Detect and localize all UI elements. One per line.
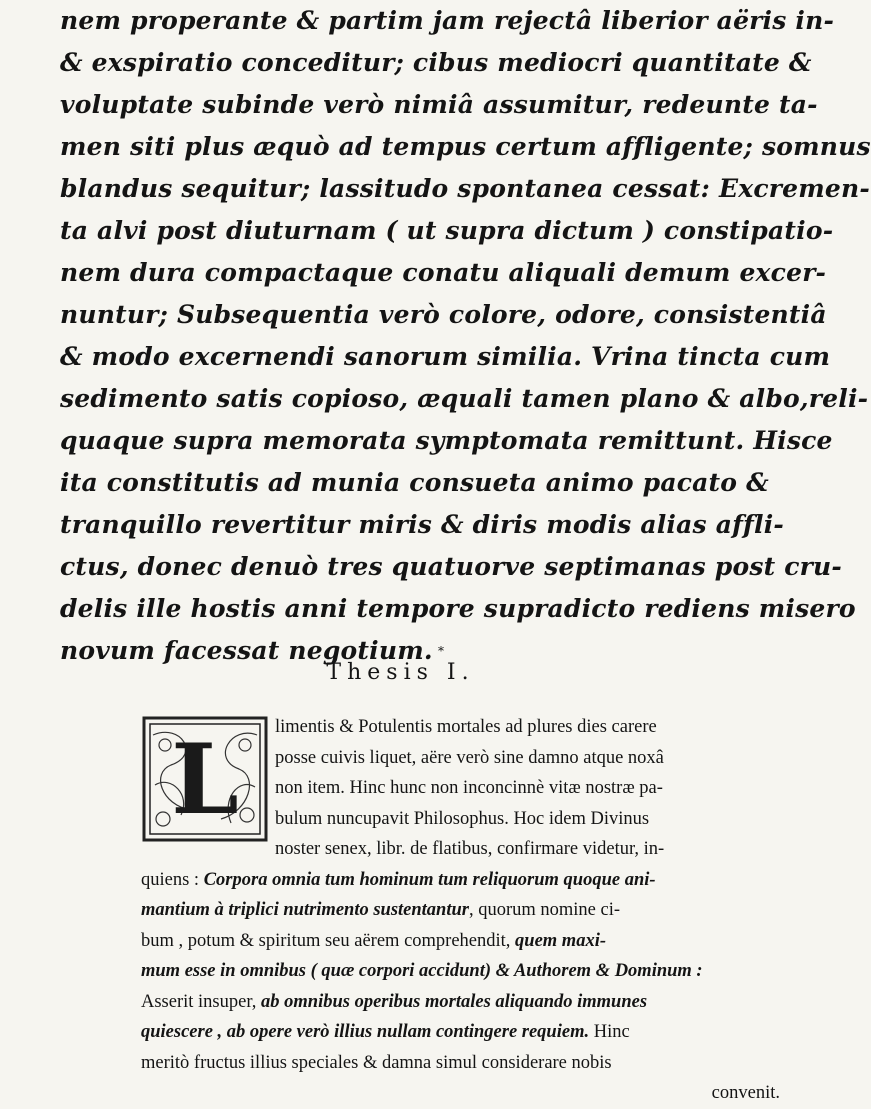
text-line: [141, 895, 786, 926]
text-line: ita constitutis ad munia consueta animo pacato &: [60, 468, 769, 497]
quotation: Corpora omnia tum hominum tum reliquorum quoque ani-: [203, 869, 656, 890]
text-run: Asserit insuper,: [141, 991, 262, 1012]
text-line: [141, 956, 786, 987]
text-line: quaque supra memorata symptomata remittunt. Hisce: [60, 426, 833, 455]
text-line: ctus, donec denuò tres quatuorve septimanas post cru-: [60, 552, 843, 581]
text-line: nuntur; Subsequentia verò colore, odore, consistentiâ: [60, 300, 827, 329]
initial-glyph: L: [171, 723, 239, 836]
text-line: [141, 865, 786, 896]
text-line: [141, 1017, 786, 1048]
text-run: Hinc: [589, 1022, 630, 1042]
section-mark: *: [438, 644, 450, 658]
quotation: mantium à triplici nutrimento sustentantur: [141, 900, 469, 920]
text-line: non item. Hinc hunc non inconcinnè vitæ nostræ pa-: [275, 778, 663, 798]
quotation: ab omnibus operibus mortales aliquando immunes: [261, 991, 648, 1012]
text-line: voluptate subinde verò nimiâ assumitur, redeunte ta-: [60, 90, 818, 119]
text-line: posse cuivis liquet, aëre verò sine damno atque noxâ: [275, 747, 664, 768]
thesis-heading: Thesis I.: [326, 660, 475, 685]
text-line: convenit.: [711, 1083, 780, 1103]
text-line: [141, 987, 786, 1018]
text-line: nem dura compactaque conatu aliquali demum excer-: [60, 258, 827, 287]
text-line: tranquillo revertitur miris & diris modis alias affli-: [60, 510, 784, 539]
text-run: bum , potum & spiritum seu aërem comprehendit,: [141, 930, 516, 951]
text-line: & exspiratio conceditur; cibus mediocri quantitate &: [60, 48, 812, 77]
quotation: quiescere , ab opere verò illius nullam contingere requiem.: [141, 1022, 590, 1042]
text-line: meritò fructus illius speciales & damna simul considerare nobis: [141, 1052, 612, 1073]
text-line: limentis & Potulentis mortales ad plures dies carere: [275, 717, 657, 737]
thesis-body: [141, 712, 786, 1109]
text-line: novum facessat negotium.: [60, 636, 433, 665]
text-line: bulum nuncupavit Philosophus. Hoc idem Divinus: [275, 808, 650, 829]
text-run: , quorum nomine ci-: [468, 900, 621, 920]
quotation: mum esse in omnibus ( quæ corpori accidunt) & Authorem & Dominum :: [141, 961, 703, 981]
text-line: [141, 926, 786, 957]
text-line: blandus sequitur; lassitudo spontanea cessat: Excremen-: [60, 174, 870, 203]
italic-paragraph: [60, 0, 871, 672]
text-line: ta alvi post diuturnam ( ut supra dictum ) constipatio-: [60, 216, 834, 245]
text-line: & modo excernendi sanorum similia. Vrina tincta cum: [60, 342, 831, 371]
text-line: men siti plus æquò ad tempus certum affligente; somnus: [60, 132, 871, 161]
text-line: noster senex, libr. de flatibus, confirmare videtur, in-: [275, 839, 665, 859]
quotation: quem maxi-: [515, 930, 607, 951]
text-line: delis ille hostis anni tempore supradicto rediens misero: [60, 594, 856, 623]
text-line: sedimento satis copioso, æquali tamen plano & albo,reli-: [60, 384, 869, 413]
text-line: nem properante & partim jam rejectâ liberior aëris in-: [60, 6, 835, 35]
text-run: quiens :: [141, 869, 204, 890]
